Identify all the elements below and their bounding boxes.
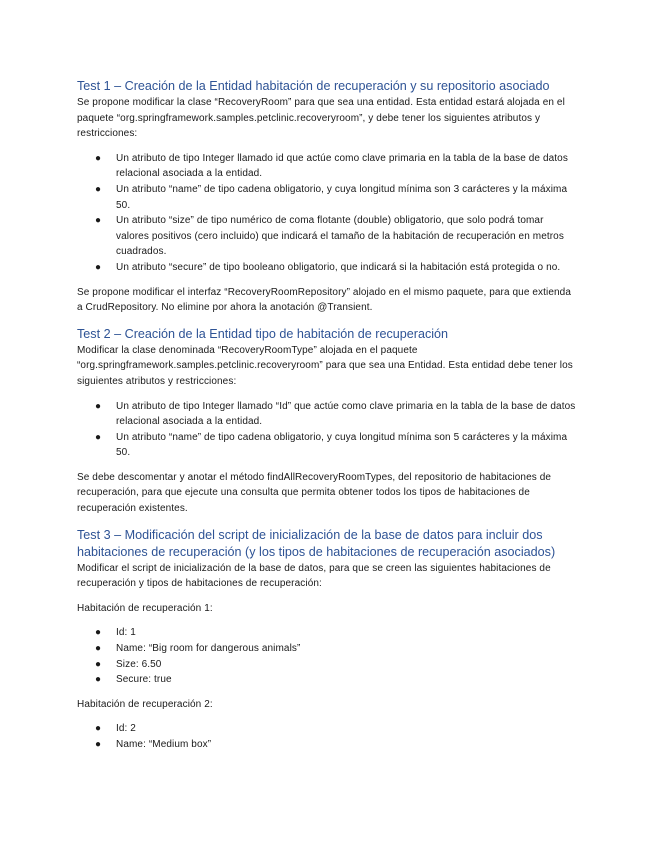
bullet-icon: ●	[95, 739, 102, 750]
bullet-icon: ●	[95, 215, 102, 227]
list-item: ● Un atributo de tipo Integer llamado id que actúe como clave primaria en la tabla de la base de datos relacional asociada a la entidad.	[95, 152, 568, 180]
list-item: ● Name: “Medium box”	[77, 737, 579, 753]
test3-heading: Test 3 – Modificación del script de inicialización de la base de datos para incluir dos habitaciones de recuperación (y los tipos de habitaciones de recuperación asociados)	[77, 527, 556, 559]
bullet-icon: ●	[95, 627, 102, 639]
bullet-icon: ●	[95, 431, 102, 443]
test1-outro: Se propone modificar el interfaz “RecoveryRoomRepository” alojado en el mismo paquete, para que extienda a CrudRepository. No elimine por ahora la anotación @Transient.	[77, 286, 571, 314]
bullet-icon: ●	[95, 152, 102, 164]
test2-intro: Modificar la clase denominada “RecoveryRoomType” alojada en el paquete “org.springframework.samples.petclinic.recoveryroom” para que sea una Entidad. Esta entidad debe tener los siguientes atributos y restricciones:	[77, 344, 573, 387]
room2-list	[77, 721, 579, 752]
list-item: ● Secure: true	[77, 672, 579, 688]
list-item: ● Un atributo “name” de tipo cadena obligatorio, y cuya longitud mínima son 3 carácteres y la máxima 50.	[95, 183, 568, 211]
list-item: ● Id: 1	[77, 625, 579, 641]
test2-outro: Se debe descomentar y anotar el método findAllRecoveryRoomTypes, del repositorio de habitaciones de recuperación, para que ejecute una consulta que permita obtener todos los tipos de habitaciones de recuperación existentes.	[77, 471, 552, 515]
room1-list	[77, 625, 579, 687]
room2-label: Habitación de recuperación 2:	[77, 698, 213, 710]
list-item: ● Name: “Big room for dangerous animals”	[77, 641, 579, 657]
bullet-icon: ●	[95, 643, 102, 655]
list-item: ● Id: 2	[77, 721, 579, 737]
test1-attribute-list	[77, 151, 579, 276]
list-item: ● Un atributo “secure” de tipo booleano obligatorio, que indicará si la habitación está protegida o no.	[77, 260, 579, 276]
bullet-icon: ●	[95, 261, 102, 273]
test3-intro: Modificar el script de inicialización de la base de datos, para que se creen las siguientes habitaciones de recuperación y tipos de habitaciones de recuperación:	[77, 562, 551, 590]
bullet-icon: ●	[95, 723, 102, 735]
test2-heading: Test 2 – Creación de la Entidad tipo de habitación de recuperación	[77, 326, 449, 341]
room1-label: Habitación de recuperación 1:	[77, 602, 213, 614]
list-item: ● Un atributo “size” de tipo numérico de coma flotante (double) obligatorio, que solo podrá tomar valores positivos (cero incluido) que indicará el tamaño de la habitación de recuperación en metros cuadrados.	[95, 215, 564, 258]
bullet-icon: ●	[95, 658, 102, 670]
test2-attribute-list	[77, 399, 579, 461]
list-item: ● Un atributo de tipo Integer llamado “Id” que actúe como clave primaria en la tabla de la base de datos relacional asociada a la entidad.	[95, 400, 576, 428]
list-item: ● Un atributo “name” de tipo cadena obligatorio, y cuya longitud mínima son 5 carácteres y la máxima 50.	[95, 431, 568, 459]
bullet-icon: ●	[95, 674, 102, 686]
bullet-icon: ●	[95, 400, 102, 412]
test1-intro: Se propone modificar la clase “RecoveryRoom” para que sea una entidad. Esta entidad estará alojada en el paquete “org.springframework.samples.petclinic.recoveryroom”, y debe tener los siguientes atributos y restricciones:	[77, 97, 565, 140]
test1-heading: Test 1 – Creación de la Entidad habitación de recuperación y su repositorio asociado	[77, 79, 550, 93]
bullet-icon: ●	[95, 183, 102, 195]
list-item: ● Size: 6.50	[77, 657, 579, 673]
